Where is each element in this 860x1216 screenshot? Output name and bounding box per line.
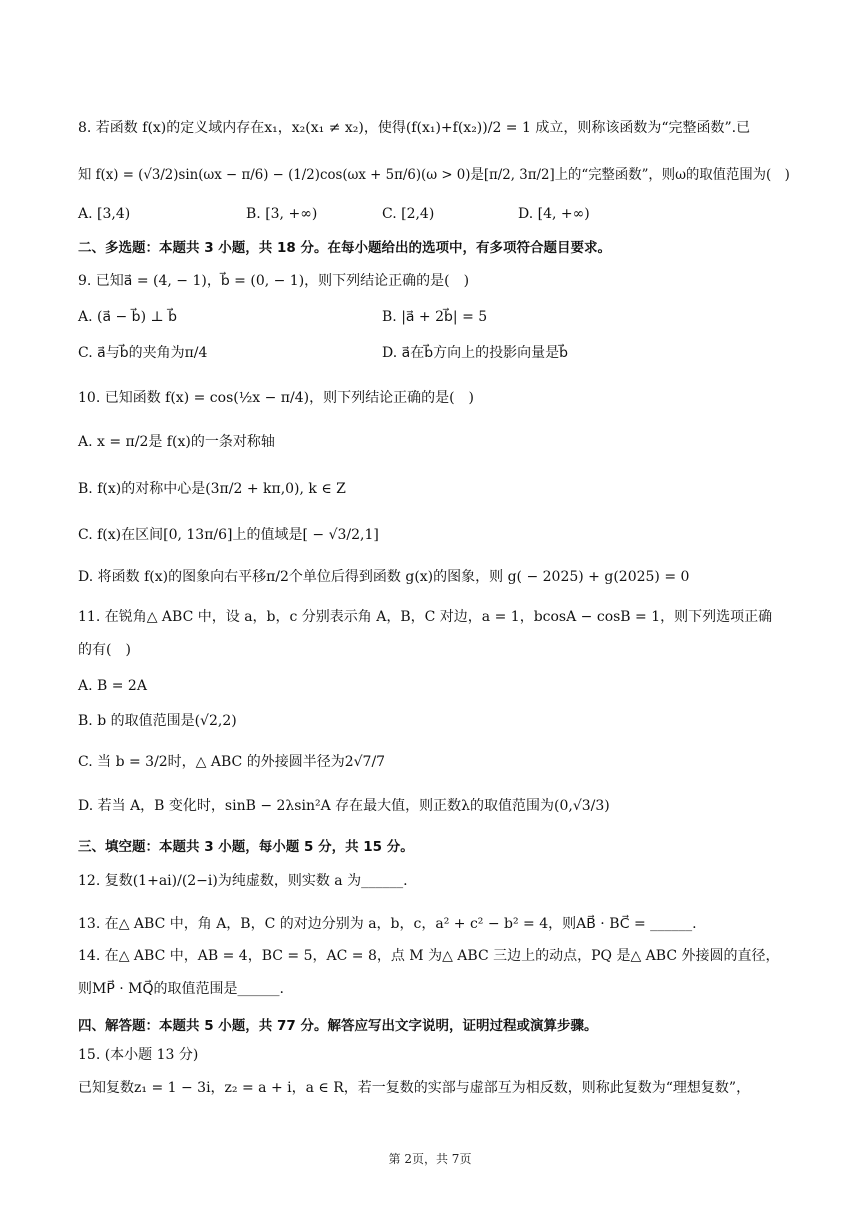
- q13: 13. 在△ ABC 中，角 A，B，C 的对边分别为 a，b，c，a² + c² − b² = 4，则AB⃗ · BC⃗ = ______.: [78, 916, 697, 932]
- q9-stem: 9. 已知a⃗ = (4, − 1)，b⃗ = (0, − 1)，则下列结论正确的是( ): [78, 273, 470, 289]
- q11-option-b: B. b 的取值范围是(√2,2): [78, 713, 237, 729]
- q12: 12. 复数(1+ai)/(2−i)为纯虚数，则实数 a 为______.: [78, 873, 408, 889]
- q14-line2: 则MP⃗ · MQ⃗的取值范围是______.: [78, 981, 284, 997]
- q9-option-a: A. (a⃗ − b⃗) ⊥ b⃗: [78, 309, 177, 325]
- q11-option-c: C. 当 b = 3/2时，△ ABC 的外接圆半径为2√7/7: [78, 754, 386, 770]
- page-footer: 第 2页，共 7页: [388, 1152, 472, 1166]
- q10-option-d: D. 将函数 f(x)的图象向右平移π/2个单位后得到函数 g(x)的图象，则 g( − 2025) + g(2025) = 0: [78, 569, 690, 585]
- q10-option-c: C. f(x)在区间[0, 13π/6]上的值域是[ − √3/2,1]: [78, 527, 379, 543]
- q10-option-a: A. x = π/2是 f(x)的一条对称轴: [78, 434, 275, 450]
- q11-line1: 11. 在锐角△ ABC 中，设 a，b，c 分别表示角 A，B，C 对边，a = 1，bcosA − cosB = 1，则下列选项正确: [78, 609, 773, 625]
- q9-option-c: C. a⃗与b⃗的夹角为π/4: [78, 345, 208, 361]
- section-multiple-choice-heading: 二、多选题：本题共 3 小题，共 18 分。在每小题给出的选项中，有多项符合题目要求。: [78, 240, 611, 256]
- q14-line1: 14. 在△ ABC 中，AB = 4，BC = 5，AC = 8，点 M 为△ ABC 三边上的动点，PQ 是△ ABC 外接圆的直径，: [78, 948, 780, 964]
- q11-option-d: D. 若当 A，B 变化时，sinB − 2λsin²A 存在最大值，则正数λ的取值范围为(0,√3/3): [78, 798, 610, 814]
- section-answer-heading: 四、解答题：本题共 5 小题，共 77 分。解答应写出文字说明，证明过程或演算步骤。: [78, 1018, 598, 1034]
- q10-option-b: B. f(x)的对称中心是(3π/2 + kπ,0), k ∈ Z: [78, 481, 346, 497]
- q9-option-d: D. a⃗在b⃗方向上的投影向量是b⃗: [382, 345, 568, 361]
- q8-line2: 知 f(x) = (√3/2)sin(ωx − π/6) − (1/2)cos(ωx + 5π/6)(ω > 0)是[π/2, 3π/2]上的“完整函数”，则ω的取值范围为( ): [78, 167, 790, 183]
- q11-option-a: A. B = 2A: [78, 678, 147, 694]
- q8-line1: 8. 若函数 f(x)的定义域内存在x₁，x₂(x₁ ≠ x₂)，使得(f(x₁)+f(x₂))/2 = 1 成立，则称该函数为“完整函数”.已: [78, 120, 751, 136]
- q10-stem: 10. 已知函数 f(x) = cos(½x − π/4)，则下列结论正确的是( ): [78, 390, 475, 406]
- q8-option-d: D. [4, +∞): [518, 206, 590, 222]
- q8-option-a: A. [3,4): [78, 206, 131, 222]
- q8-option-c: C. [2,4): [382, 206, 435, 222]
- q8-option-b: B. [3, +∞): [246, 206, 318, 222]
- section-fill-in-heading: 三、填空题：本题共 3 小题，每小题 5 分，共 15 分。: [78, 839, 414, 855]
- q9-option-b: B. |a⃗ + 2b⃗| = 5: [382, 309, 488, 325]
- q15-head: 15. (本小题 13 分): [78, 1047, 199, 1063]
- q15-line1: 已知复数z₁ = 1 − 3i，z₂ = a + i，a ∈ R，若一复数的实部与虚部互为相反数，则称此复数为“理想复数”，: [78, 1080, 751, 1096]
- q11-line2: 的有( ): [78, 642, 131, 658]
